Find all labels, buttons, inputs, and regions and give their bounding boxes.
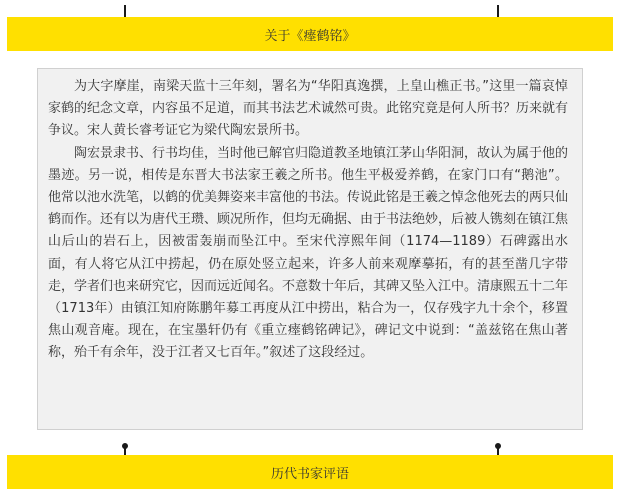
article-paragraph: 陶宏景隶书、行书均佳，当时他已解官归隐道教圣地镇江茅山华阳洞，故认为属于他的墨迹。另一说，相传是东晋大书法家王羲之所书。他生平极爱养鹤，在家门口有“鹅池”。他常以池水洗笔，以鹤的优美舞姿来丰富他的书法。传说此铭是王羲之悼念他死去的两只仙鹤而作。还有以为唐代王瓒、顾况所作，但均无确据、由于书法绝妙，后被人镌刻在镇江焦山后山的岩石上，因被雷轰崩而坠江中。至宋代淳熙年间（1174—1189）石碑露出水面，有人将它从江中捞起，仍在原处竖立起来，许多人前来观摩摹拓，有的甚至凿几字带走，学者们也来研究它，因而远近闻名。不意数十年后，其碑又坠入江中。清康熙五十二年（1713年）由镇江知府陈鹏年募工再度从江中捞出，粘合为一，仅存残字九十余个，移置焦山观音庵。现在，在宝墨轩仍有《重立瘗鹤铭碑记》，碑记文中说到：“盖兹铭在焦山著称，殆千有余年，没于江者又七百年。”叙述了这段经过。 <box>48 145 569 361</box>
section-footer-title: 历代书家评语 <box>270 466 349 482</box>
article-panel <box>37 68 583 430</box>
section-header-title: 关于《瘗鹤铭》 <box>264 28 356 44</box>
section-footer-banner <box>7 455 613 489</box>
section-header-banner <box>7 17 613 51</box>
article-paragraph: 为大字摩崖，南梁天监十三年刻，署名为“华阳真逸撰，上皇山樵正书。”这里一篇哀悼家鹤的纪念文章，内容虽不足道，而其书法艺术诚然可贵。此铭究竟是何人所书？历来就有争议。宋人黄长睿考证它为梁代陶宏景所书。 <box>48 79 569 139</box>
